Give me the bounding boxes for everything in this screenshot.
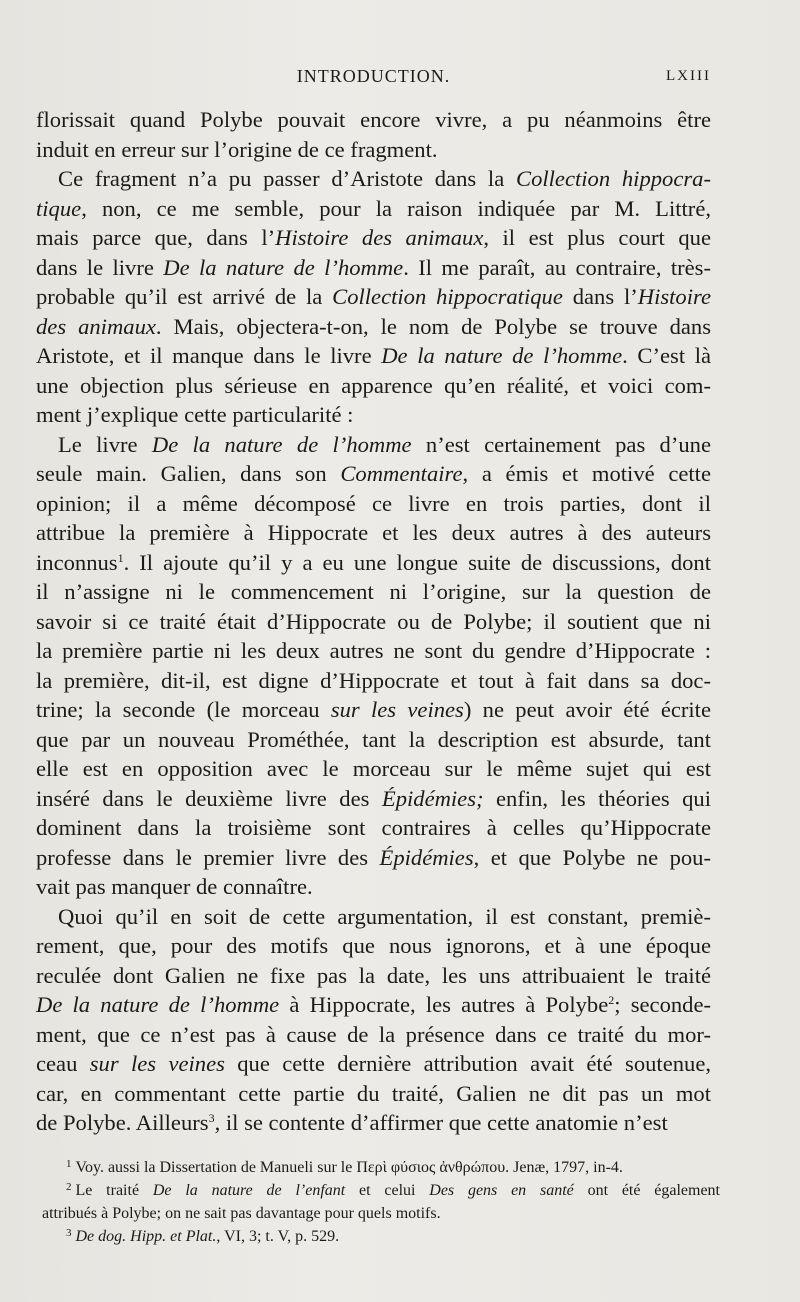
text-line xyxy=(36,607,711,637)
footnote-marker: 1 xyxy=(66,1157,72,1170)
footnote-line xyxy=(36,1202,720,1225)
text-run: . C’est là xyxy=(622,343,712,368)
text-run: probable qu’il est arrivé de la xyxy=(36,284,333,309)
footnote-marker: 2 xyxy=(66,1180,72,1193)
italic-text: De dog. Hipp. et Plat. xyxy=(75,1228,217,1245)
italic-text: Histoire des animaux xyxy=(275,225,484,250)
text-run: Quoi qu’il en soit de cette argumentation, il est constant, premiè- xyxy=(58,903,711,929)
text-run: . Il ajoute qu’il y a eu une longue suite de discussions, dont xyxy=(123,549,711,575)
text-line xyxy=(36,1049,711,1079)
text-run: mais parce que, dans l’ xyxy=(36,225,276,250)
text-run: ; seconde- xyxy=(614,992,712,1017)
text-line xyxy=(36,430,711,460)
text-line xyxy=(36,135,711,165)
text-run: florissait quand Polybe pouvait encore vivre, a pu néanmoins être xyxy=(36,107,711,132)
text-run: opinion; il a même décomposé ce livre en trois parties, dont il xyxy=(36,490,711,516)
footnote-line xyxy=(36,1156,720,1179)
text-line xyxy=(36,577,711,607)
text-run: Le traité xyxy=(75,1182,153,1199)
text-line xyxy=(36,1079,711,1109)
text-line xyxy=(36,1020,711,1050)
text-run: il n’assigne ni le commencement ni l’origine, sur la question de xyxy=(36,579,711,604)
text-run: vait pas manquer de connaître. xyxy=(36,874,313,899)
text-line xyxy=(36,105,711,135)
text-run: de Polybe. Ailleurs xyxy=(36,1110,209,1135)
text-line xyxy=(36,253,711,283)
text-run: rement, que, pour des motifs que nous ignorons, et à une époque xyxy=(36,933,711,958)
text-line xyxy=(36,371,711,401)
text-line xyxy=(36,400,711,430)
text-line xyxy=(36,695,711,725)
text-line xyxy=(36,341,711,371)
text-line xyxy=(36,931,711,961)
text-line xyxy=(36,1108,711,1138)
page-header xyxy=(36,64,711,88)
footnote-reference: 2 xyxy=(608,993,615,1008)
italic-text: Histoire xyxy=(637,284,711,309)
body-text xyxy=(36,105,711,1138)
footnote-line xyxy=(36,1179,720,1202)
text-run: , et que Polybe ne pou- xyxy=(473,844,711,870)
text-run: ) ne peut avoir été écrite xyxy=(463,697,711,722)
footnote-marker: 3 xyxy=(66,1226,72,1239)
page-number: LXIII xyxy=(666,68,711,84)
text-run: que cette dernière attribution avait été soutenue, xyxy=(224,1051,712,1076)
text-line xyxy=(36,489,711,519)
paragraph xyxy=(36,105,711,164)
text-line xyxy=(36,666,711,696)
text-line xyxy=(36,223,711,253)
text-line xyxy=(36,902,711,932)
text-run: attribue la première à Hippocrate et les deux autres à des auteurs xyxy=(36,520,711,545)
text-run: Le livre xyxy=(58,431,152,457)
text-run: inséré dans le deuxième livre des xyxy=(36,785,382,811)
text-line xyxy=(36,194,711,224)
text-run: que par un nouveau Prométhée, tant la description est absurde, tant xyxy=(36,726,711,752)
text-run: seule main. Galien, dans son xyxy=(36,461,341,486)
text-run: savoir si ce traité était d’Hippocrate ou de Polybe; il soutient que ni xyxy=(36,608,711,634)
text-run: inconnus xyxy=(36,549,118,575)
italic-text: De la nature de l’enfant xyxy=(152,1182,346,1199)
text-run: reculée dont Galien ne fixe pas la date, les uns attribuaient le traité xyxy=(36,962,711,988)
text-line xyxy=(36,312,711,342)
footnote-reference: 1 xyxy=(117,550,124,565)
text-run: ceau xyxy=(36,1051,90,1076)
text-line xyxy=(36,518,711,548)
text-line xyxy=(36,282,711,312)
text-run: , VI, 3; t. V, p. 529. xyxy=(216,1228,340,1245)
italic-text: Commentaire xyxy=(340,461,463,486)
text-run: la première partie ni les deux autres ne sont du gendre d’Hippocrate : xyxy=(36,638,711,663)
text-run: n’est certainement pas d’une xyxy=(411,431,711,457)
footnote xyxy=(36,1156,720,1179)
italic-text: Des gens en santé xyxy=(429,1182,574,1199)
italic-text: Collection hippocra- xyxy=(516,166,711,191)
text-run: à Hippocrate, les autres à Polybe xyxy=(279,992,609,1017)
text-line xyxy=(36,459,711,489)
text-line xyxy=(36,164,711,194)
text-line xyxy=(36,754,711,784)
italic-text: De la nature de l’homme xyxy=(36,992,280,1017)
text-line xyxy=(36,813,711,843)
text-run: dans l’ xyxy=(562,284,638,309)
text-run: . Mais, objectera-t-on, le nom de Polybe se trouve dans xyxy=(155,313,711,339)
text-line xyxy=(36,961,711,991)
paragraph xyxy=(36,430,711,902)
italic-text: De la nature de l’homme xyxy=(381,343,623,368)
text-run: ont été également xyxy=(573,1182,721,1199)
italic-text: De la nature de l’homme xyxy=(163,254,404,280)
text-run: attribués à Polybe; on ne sait pas davantage pour quels motifs. xyxy=(42,1205,441,1222)
text-run: , a émis et motivé cette xyxy=(462,461,711,486)
text-run: une objection plus sérieuse en apparence qu’en réalité, et voici com- xyxy=(36,372,711,398)
italic-text: tique xyxy=(36,195,82,221)
text-run: dominent dans la troisième sont contraires à celles qu’Hippocrate xyxy=(36,815,711,840)
italic-text: Épidémies xyxy=(379,844,474,870)
footnote-reference: 3 xyxy=(208,1111,215,1126)
running-title: INTRODUCTION. xyxy=(296,66,451,86)
footnote xyxy=(36,1179,720,1225)
text-line xyxy=(36,725,711,755)
text-run: ment j’explique cette particularité : xyxy=(36,402,354,427)
text-run: enfin, les théories qui xyxy=(483,785,712,811)
text-run: induit en erreur sur l’origine de ce fragment. xyxy=(36,136,438,162)
text-run: car, en commentant cette partie du traité, Galien ne dit pas un mot xyxy=(36,1080,711,1106)
footnote-line xyxy=(36,1225,720,1248)
text-line xyxy=(36,548,711,578)
text-run: Ce fragment n’a pu passer d’Aristote dans la xyxy=(58,166,516,191)
italic-text: des animaux xyxy=(36,313,156,339)
text-run: la première, dit-il, est digne d’Hippocrate et tout à fait dans sa doc- xyxy=(36,667,711,693)
italic-text: sur les veines xyxy=(330,697,464,722)
italic-text: De la nature de l’homme xyxy=(151,431,412,457)
text-line xyxy=(36,784,711,814)
text-run: . Il me paraît, au contraire, très- xyxy=(403,254,711,280)
italic-text: Collection hippocratique xyxy=(332,284,563,309)
text-run: , il est plus court que xyxy=(483,225,711,250)
italic-text: sur les veines xyxy=(89,1051,225,1076)
text-run: professe dans le premier livre des xyxy=(36,844,380,870)
text-run: , il se contente d’affirmer que cette anatomie n’est xyxy=(214,1110,668,1135)
text-run: dans le livre xyxy=(36,254,164,280)
text-run: Voy. aussi la Dissertation de Manueli sur le Περὶ φύσιος ἀνθρώπου. Jenæ, 1797, in-4. xyxy=(75,1159,623,1176)
text-line xyxy=(36,990,711,1020)
text-line xyxy=(36,872,711,902)
text-run: trine; la seconde (le morceau xyxy=(36,697,331,722)
text-run: elle est en opposition avec le morceau sur le même sujet qui est xyxy=(36,756,711,781)
text-run: ment, que ce n’est pas à cause de la présence dans ce traité du mor- xyxy=(36,1021,711,1047)
footnotes xyxy=(36,1156,720,1248)
italic-text: Épidémies; xyxy=(381,785,484,811)
text-run: Aristote, et il manque dans le livre xyxy=(36,343,382,368)
text-line xyxy=(36,843,711,873)
paragraph xyxy=(36,164,711,430)
text-run: et celui xyxy=(345,1182,430,1199)
text-run: , non, ce me semble, pour la raison indiquée par M. Littré, xyxy=(81,195,711,221)
paragraph xyxy=(36,902,711,1138)
text-line xyxy=(36,636,711,666)
footnote xyxy=(36,1225,720,1248)
